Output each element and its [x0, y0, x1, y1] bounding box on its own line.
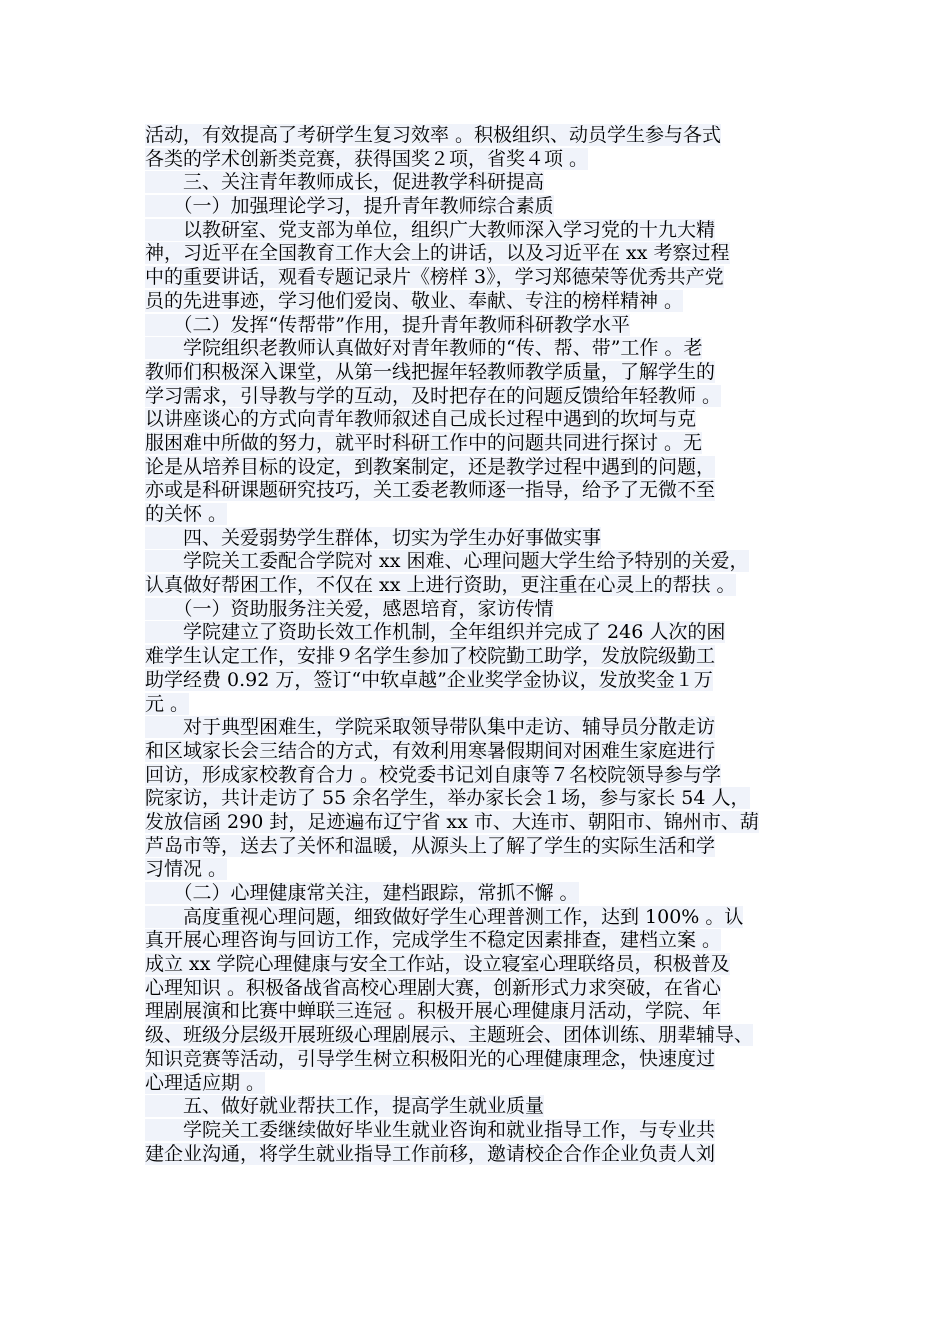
- text-line-content: 真开展心理咨询与回访工作，完成学生不稳定因素排查，建档立案 。: [145, 929, 722, 952]
- text-line-content: 芦岛市等，送去了关怀和温暖，从源头上了解了学生的实际生活和学: [145, 834, 716, 857]
- text-line: [145, 1119, 825, 1143]
- text-line: [145, 693, 825, 717]
- text-line-content: （一）资助服务注关爱，感恩培育，家访传情: [145, 597, 554, 620]
- text-line: [145, 337, 825, 361]
- text-line-content: 以教研室、党支部为单位，组织广大教师深入学习党的十九大精: [145, 218, 716, 241]
- text-line-content: 助学经费 0.92 万，签订“中软卓越”企业奖学金协议，发放奖金１万: [145, 668, 713, 691]
- text-line-content: 学习需求，引导教与学的互动，及时把存在的问题反馈给年轻教师 。: [145, 384, 722, 407]
- text-line: [145, 598, 825, 622]
- text-line: [145, 314, 825, 338]
- text-line: [145, 740, 825, 764]
- text-line: [145, 929, 825, 953]
- text-line-content: 回访，形成家校教育合力 。校党委书记刘自康等７名校院领导参与学: [145, 763, 722, 786]
- text-line: [145, 361, 825, 385]
- text-line: [145, 953, 825, 977]
- text-line-content: 成立 xx 学院心理健康与安全工作站，设立寝室心理联络员，积极普及: [145, 953, 730, 976]
- text-line: [145, 645, 825, 669]
- text-line: [145, 669, 825, 693]
- text-line: [145, 882, 825, 906]
- text-line-content: 心理知识 。积极备战省高校心理剧大赛，创新形式力求突破，在省心: [145, 976, 722, 999]
- text-line-content: 学院关工委配合学院对 xx 困难、心理问题大学生给予特别的关爱，: [145, 550, 749, 573]
- text-line: [145, 290, 825, 314]
- text-line: [145, 148, 825, 172]
- text-line-content: 论是从培养目标的设定，到教案制定，还是教学过程中遇到的问题，: [145, 455, 716, 478]
- text-line-content: 知识竞赛等活动，引导学生树立积极阳光的心理健康理念，快速度过: [145, 1047, 716, 1070]
- text-line: [145, 1072, 825, 1096]
- text-line-content: 学院组织老教师认真做好对青年教师的“传、帮、带”工作 。老: [145, 337, 703, 360]
- text-line-content: 教师们积极深入课堂，从第一线把握年轻教师教学质量，了解学生的: [145, 360, 716, 383]
- text-line: [145, 1143, 825, 1167]
- text-line: [145, 764, 825, 788]
- text-line-content: 认真做好帮困工作，不仅在 xx 上进行资助，更注重在心灵上的帮扶 。: [145, 574, 736, 597]
- text-line-content: 中的重要讲话，观看专题记录片《榜样 3》，学习郑德荣等优秀共产党: [145, 266, 724, 289]
- text-line-content: 元 。: [145, 692, 190, 715]
- text-line: [145, 1048, 825, 1072]
- document-body: [145, 124, 825, 1166]
- text-line-content: 五、做好就业帮扶工作，提高学生就业质量: [145, 1095, 545, 1118]
- text-line: [145, 527, 825, 551]
- text-line: [145, 835, 825, 859]
- text-line: [145, 385, 825, 409]
- text-line-content: 四、关爱弱势学生群体，切实为学生办好事做实事: [145, 526, 602, 549]
- text-line-content: 和区域家长会三结合的方式，有效利用寒暑假期间对困难生家庭进行: [145, 739, 716, 762]
- text-line-content: （一）加强理论学习，提升青年教师综合素质: [145, 195, 554, 218]
- text-line-content: 习情况 。: [145, 858, 228, 881]
- text-line-content: 级、班级分层级开展班级心理剧展示、主题班会、团体训练、朋辈辅导、: [145, 1024, 754, 1047]
- text-line-content: 服困难中所做的努力，就平时科研工作中的问题共同进行探讨 。无: [145, 431, 703, 454]
- text-line-content: 理剧展演和比赛中蝉联三连冠 。积极开展心理健康月活动，学院、年: [145, 1000, 722, 1023]
- text-line-content: 员的先进事迹，学习他们爱岗、敬业、奉献、专注的榜样精神 。: [145, 289, 684, 312]
- text-line: [145, 1000, 825, 1024]
- text-line-content: （二）心理健康常关注，建档跟踪，常抓不懈 。: [145, 882, 579, 904]
- text-line: [145, 858, 825, 882]
- text-line-content: 难学生认定工作，安排９名学生参加了校院勤工助学，发放院级勤工: [145, 645, 716, 668]
- text-line-content: 活动，有效提高了考研学生复习效率 。积极组织、动员学生参与各式: [145, 124, 722, 146]
- text-line-content: 院家访，共计走访了 55 余名学生，举办家长会１场，参与家长 54 人，: [145, 787, 750, 810]
- text-line-content: 三、关注青年教师成长，促进教学科研提高: [145, 171, 545, 194]
- text-line: [145, 787, 825, 811]
- text-line: [145, 456, 825, 480]
- text-line: [145, 716, 825, 740]
- text-line-content: 高度重视心理问题，细致做好学生心理普测工作，达到 100% 。认: [145, 905, 744, 928]
- text-line-content: 学院建立了资助长效工作机制，全年组织并完成了 246 人次的困: [145, 621, 726, 644]
- text-line: [145, 550, 825, 574]
- text-line: [145, 242, 825, 266]
- text-line: [145, 574, 825, 598]
- text-line: [145, 171, 825, 195]
- text-line-content: 亦或是科研课题研究技巧，关工委老教师逐一指导，给予了无微不至: [145, 479, 716, 502]
- text-line: [145, 219, 825, 243]
- text-line: [145, 906, 825, 930]
- text-line: [145, 432, 825, 456]
- text-line-content: （二）发挥“传帮带”作用，提升青年教师科研教学水平: [145, 313, 630, 336]
- text-line: [145, 977, 825, 1001]
- text-line: [145, 266, 825, 290]
- text-line: [145, 811, 825, 835]
- text-line-content: 学院关工委继续做好毕业生就业咨询和就业指导工作，与专业共: [145, 1118, 716, 1141]
- text-line-content: 对于典型困难生，学院采取领导带队集中走访、辅导员分散走访: [145, 716, 716, 739]
- text-line-content: 神，习近平在全国教育工作大会上的讲话，以及习近平在 xx 考察过程: [145, 242, 730, 265]
- text-line: [145, 621, 825, 645]
- text-line: [145, 503, 825, 527]
- text-line-content: 各类的学术创新类竞赛，获得国奖２项，省奖４项 。: [145, 147, 589, 170]
- text-line: [145, 124, 825, 148]
- text-line: [145, 1024, 825, 1048]
- text-line-content: 心理适应期 。: [145, 1071, 266, 1094]
- text-line-content: 的关怀 。: [145, 503, 228, 525]
- text-line: [145, 1095, 825, 1119]
- text-line: [145, 408, 825, 432]
- text-line-content: 建企业沟通，将学生就业指导工作前移，邀请校企合作企业负责人刘: [145, 1142, 716, 1165]
- text-line-content: 发放信函 290 封，足迹遍布辽宁省 xx 市、大连市、朝阳市、锦州市、葫: [145, 810, 759, 833]
- text-line-content: 以讲座谈心的方式向青年教师叙述自己成长过程中遇到的坎坷与克: [145, 408, 697, 431]
- text-line: [145, 479, 825, 503]
- text-line: [145, 195, 825, 219]
